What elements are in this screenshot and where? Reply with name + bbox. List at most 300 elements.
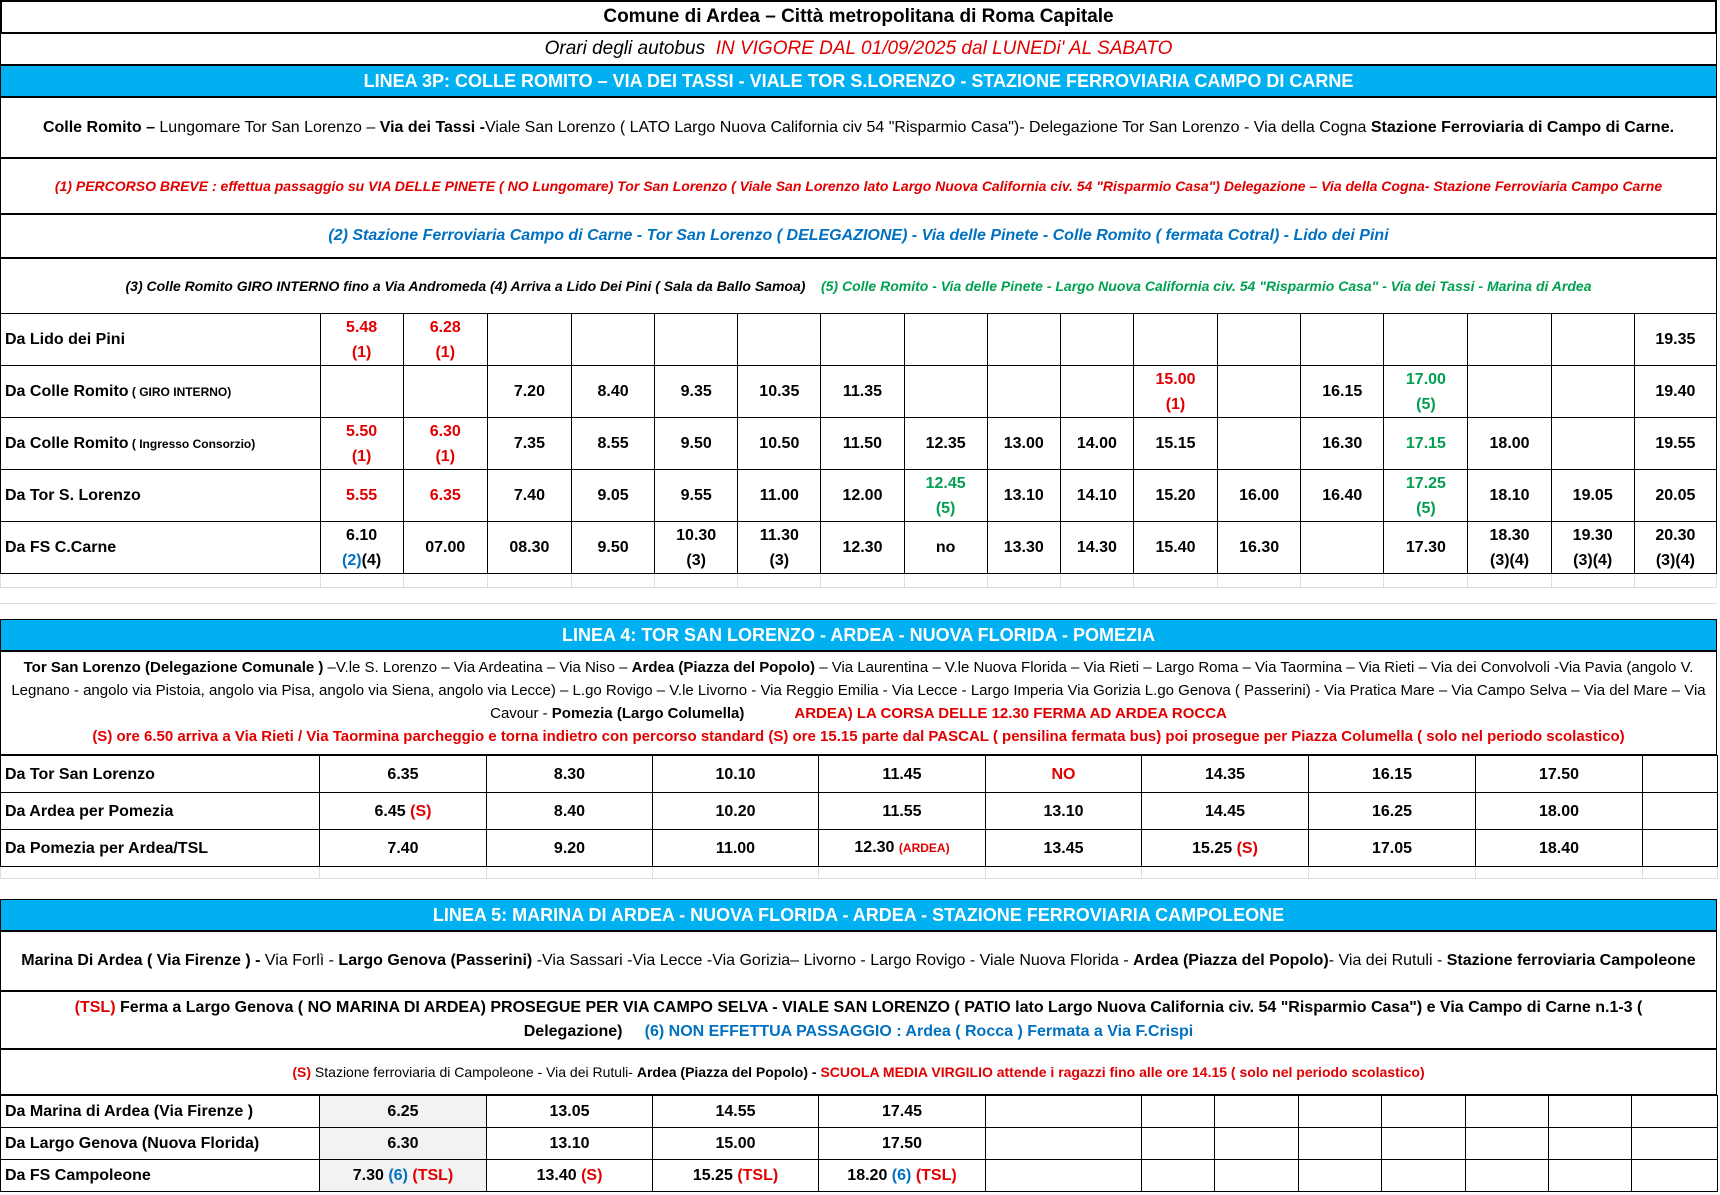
spacer-cell — [987, 574, 1060, 588]
row-label — [1, 418, 321, 470]
linea3p-note-1: (1) PERCORSO BREVE : effettua passaggio su VIA DELLE PINETE ( NO Lungomare) Tor San Lorenzo ( Viale San Lorenzo lato Largo Nuova California civ. 54 "Risparmio Casa") Delegazione – Via della Cogna- Stazione Ferroviaria Campo Carne — [0, 158, 1717, 214]
departure-time: 07.00 — [425, 539, 466, 556]
table-row — [1, 522, 1717, 574]
time-cell — [986, 1160, 1142, 1192]
spacer-cell — [487, 574, 571, 588]
departure-time: 19.55 — [1655, 435, 1696, 452]
spacer-cell — [655, 574, 738, 588]
time-cell — [487, 830, 653, 867]
linea5-tsl-note — [0, 991, 1717, 1049]
departure-time: 20.05 — [1655, 487, 1696, 504]
time-cell — [1133, 314, 1217, 366]
table-row — [1, 756, 1718, 793]
departure-time: 13.40 — [536, 1167, 577, 1184]
departure-time: 18.20 — [847, 1167, 888, 1184]
time-cell — [320, 366, 403, 418]
departure-time: 16.30 — [1239, 539, 1280, 556]
departure-time: 15.25 — [1192, 839, 1233, 857]
spacer-cell — [738, 574, 821, 588]
row-label — [1, 1128, 320, 1160]
departure-time: 6.30 — [429, 422, 461, 440]
time-cell — [1643, 793, 1718, 830]
time-cell — [487, 314, 571, 366]
time-cell — [403, 366, 487, 418]
departure-time: 11.35 — [842, 383, 883, 400]
time-cell — [1133, 470, 1217, 522]
stop-name: Da Ardea per Pomezia — [5, 802, 174, 820]
row-label — [1, 470, 321, 522]
time-cell — [320, 470, 403, 522]
footnote-ref: (3)(4) — [1655, 551, 1695, 569]
time-cell — [1549, 1160, 1632, 1192]
time-cell — [1551, 314, 1634, 366]
time-cell — [571, 470, 654, 522]
time-cell — [1634, 470, 1716, 522]
time-cell — [1466, 1160, 1549, 1192]
table-row — [1, 1096, 1718, 1128]
departure-time: 16.25 — [1371, 802, 1413, 820]
time-cell — [1218, 366, 1301, 418]
time-cell — [1384, 366, 1468, 418]
time-cell — [320, 793, 487, 830]
departure-time: no — [935, 539, 956, 556]
departure-time: 17.25 — [1405, 474, 1446, 492]
time-cell — [571, 314, 654, 366]
time-cell — [904, 470, 987, 522]
footnote-ref: (3) — [769, 551, 790, 569]
departure-time: 15.00 — [715, 1135, 756, 1152]
time-cell — [655, 366, 738, 418]
linea5-title: LINEA 5: MARINA DI ARDEA - NUOVA FLORIDA - ARDEA - STAZIONE FERROVIARIA CAMPOLEONE — [0, 899, 1717, 931]
time-cell — [320, 1128, 487, 1160]
departure-time: 17.30 — [1405, 539, 1446, 556]
departure-time: 14.55 — [715, 1103, 756, 1120]
route-stop: –V.le S. Lorenzo – Via Ardeatina – Via Niso – — [323, 659, 632, 676]
spacer-cell — [1468, 574, 1551, 588]
route-stop: – Via Laurentina – V.le Nuova Florida – Via Rieti – Largo Roma – Via Taormina – Via Rieti – Via dei Convolvoli -Via Pavia (angolo V. Legnano - angolo via Pistoia, angolo via Pisa, angolo via Siena, angolo via Lecce) – L.go Rovigo – V.le Livorno - Via Reggio Emilia - Via Lecce - Largo Imperia Via Gorizia L.go Genova ( Passerini) - Via Pratica Mare – Via Campo Selva – Via del Mare – Via Cavour - — [11, 659, 1706, 722]
departure-time: 12.45 — [925, 474, 966, 492]
footnote-ref: (5) — [1416, 395, 1436, 413]
footnote-ref: (TSL) — [915, 1167, 957, 1184]
time-cell — [653, 1160, 819, 1192]
spacer-cell — [986, 867, 1142, 879]
linea5-route — [0, 931, 1717, 991]
departure-time: 12.00 — [842, 487, 883, 504]
time-cell — [819, 830, 986, 867]
departure-time: 11.55 — [882, 802, 922, 820]
departure-time: 11.00 — [759, 487, 799, 504]
time-cell — [1476, 756, 1643, 793]
stop-name: Da Marina di Ardea (Via Firenze ) — [5, 1103, 254, 1120]
departure-time: 7.40 — [387, 839, 419, 857]
spacer-cell — [320, 574, 403, 588]
departure-time: 8.40 — [553, 802, 586, 820]
time-cell — [1142, 793, 1309, 830]
departure-time: 9.50 — [680, 435, 712, 452]
spacer-cell — [821, 574, 904, 588]
linea3p-route — [0, 97, 1717, 158]
departure-time: 10.50 — [759, 435, 800, 452]
departure-time: 15.00 — [1155, 370, 1196, 388]
time-cell — [1468, 418, 1551, 470]
time-cell — [1299, 1128, 1382, 1160]
time-cell — [986, 1128, 1142, 1160]
departure-time: 12.35 — [925, 435, 966, 452]
footnote-ref: (4) — [361, 551, 382, 569]
footnote-ref: (TSL) — [737, 1167, 779, 1184]
time-cell — [571, 522, 654, 574]
linea4-route-text — [11, 656, 1706, 748]
time-cell — [904, 418, 987, 470]
time-cell — [1632, 1160, 1718, 1192]
departure-time: 18.00 — [1538, 802, 1580, 820]
time-cell — [1301, 470, 1384, 522]
departure-time: 13.10 — [549, 1135, 590, 1152]
table-row — [1, 470, 1717, 522]
spacer-cell — [403, 574, 487, 588]
stop-name: Da Largo Genova (Nuova Florida) — [5, 1135, 260, 1152]
route-stop: Via dei Tassi - — [379, 119, 485, 136]
time-cell — [1299, 1096, 1382, 1128]
departure-time: 9.35 — [680, 383, 712, 400]
departure-time: 15.40 — [1155, 539, 1196, 556]
spacer-cell — [1551, 574, 1634, 588]
time-cell — [1466, 1128, 1549, 1160]
footnote-ref: (1) — [435, 447, 456, 465]
route-stop: - Via dei Rutuli - — [1328, 952, 1447, 969]
time-cell — [738, 314, 821, 366]
time-cell — [1551, 418, 1634, 470]
footnote-ref: (1) — [351, 343, 372, 361]
time-cell — [1634, 314, 1716, 366]
time-cell — [1476, 793, 1643, 830]
time-cell — [1384, 314, 1468, 366]
departure-time: 7.35 — [513, 435, 545, 452]
linea3p-title: LINEA 3P: COLLE ROMITO – VIA DEI TASSI - VIALE TOR S.LORENZO - STAZIONE FERROVIARIA CAMPO DI CARNE — [0, 65, 1717, 97]
time-cell — [320, 418, 403, 470]
s-desc: Ardea (Piazza del Popolo) - — [636, 1064, 821, 1080]
time-cell — [1309, 756, 1476, 793]
departure-time: 13.00 — [1003, 435, 1044, 452]
section-separator — [0, 603, 1717, 620]
time-cell — [1384, 522, 1468, 574]
footnote-ref: (5) — [1416, 499, 1436, 517]
time-cell — [986, 1096, 1142, 1128]
time-cell — [1218, 418, 1301, 470]
time-cell — [1060, 470, 1133, 522]
footnote-ref: (6) — [891, 1167, 912, 1184]
spacer-cell — [819, 867, 986, 879]
spacer-cell — [1142, 867, 1309, 879]
time-cell — [1218, 470, 1301, 522]
time-cell — [821, 314, 904, 366]
time-cell — [986, 756, 1142, 793]
footnote-ref: (5) — [935, 499, 956, 517]
departure-time: 10.30 — [676, 526, 717, 544]
departure-time: 18.30 — [1489, 526, 1530, 544]
footnote-ref: (3)(4) — [1573, 551, 1613, 569]
section-separator — [0, 878, 1717, 895]
departure-time: 9.50 — [597, 539, 629, 556]
time-cell — [1215, 1160, 1299, 1192]
departure-time: 7.20 — [513, 383, 545, 400]
time-cell — [1218, 314, 1301, 366]
row-label — [1, 366, 321, 418]
time-cell — [986, 830, 1142, 867]
time-cell — [403, 522, 487, 574]
time-cell — [1218, 522, 1301, 574]
time-cell — [1549, 1096, 1632, 1128]
linea4-route — [0, 651, 1717, 755]
departure-time: 6.35 — [387, 765, 419, 783]
departure-time: 19.05 — [1572, 487, 1613, 504]
spacer-cell — [1133, 574, 1217, 588]
footnote-ref: (3) — [686, 551, 706, 569]
departure-time: 14.30 — [1076, 539, 1117, 556]
departure-time: 14.45 — [1204, 802, 1246, 820]
departure-time: 18.10 — [1489, 487, 1530, 504]
time-cell — [1133, 366, 1217, 418]
time-cell — [1060, 522, 1133, 574]
s-desc: Stazione ferroviaria di Campoleone - Via dei Rutuli- — [311, 1064, 637, 1080]
time-cell — [904, 522, 987, 574]
spacer-cell — [571, 574, 654, 588]
departure-time: 11.30 — [759, 526, 799, 544]
departure-time: 14.10 — [1076, 487, 1117, 504]
departure-time: 6.25 — [387, 1103, 419, 1120]
time-cell — [1142, 1160, 1215, 1192]
time-cell — [320, 1160, 487, 1192]
footnote-ref: (1) — [351, 447, 372, 465]
linea5-tsl-text — [11, 996, 1706, 1044]
time-cell — [653, 793, 819, 830]
stop-name: Da Tor S. Lorenzo — [5, 487, 141, 504]
time-cell — [1301, 314, 1384, 366]
departure-time: 13.30 — [1003, 539, 1044, 556]
departure-time: 6.45 — [374, 802, 406, 820]
time-cell — [320, 522, 403, 574]
linea3p-route-text — [43, 116, 1674, 139]
time-cell — [1468, 522, 1551, 574]
spacer-cell — [1301, 574, 1384, 588]
time-cell — [487, 793, 653, 830]
spacer-row — [1, 574, 1717, 588]
row-label — [1, 793, 320, 830]
footnote-ref: (S) — [581, 1167, 603, 1184]
time-cell — [487, 522, 571, 574]
route-stop: Pomezia (Largo Columella) — [551, 705, 745, 722]
spacer-cell — [1309, 867, 1476, 879]
time-cell — [1299, 1160, 1382, 1192]
time-cell — [403, 418, 487, 470]
route-stop: Ardea (Piazza del Popolo) — [1133, 952, 1329, 969]
linea5-route-text — [21, 949, 1695, 973]
time-cell — [1551, 470, 1634, 522]
time-cell — [1468, 470, 1551, 522]
departure-time: 5.48 — [346, 318, 378, 336]
table-row — [1, 830, 1718, 867]
time-cell — [819, 1128, 986, 1160]
departure-time: 12.30 — [854, 839, 895, 856]
spacer-cell — [1643, 867, 1718, 879]
footnote-ref: (S) — [1236, 839, 1258, 857]
table-row — [1, 1160, 1718, 1192]
departure-time: 17.45 — [881, 1103, 923, 1120]
time-cell — [1468, 314, 1551, 366]
stop-detail: ( Ingresso Consorzio) — [128, 436, 256, 451]
time-cell — [1466, 1096, 1549, 1128]
page-title: Comune di Ardea – Città metropolitana di Roma Capitale — [0, 0, 1717, 33]
route-stop: Stazione Ferroviaria di Campo di Carne. — [1370, 119, 1675, 136]
time-cell — [487, 756, 653, 793]
departure-time: 11.45 — [882, 765, 922, 783]
time-cell — [653, 756, 819, 793]
spacer-cell — [320, 867, 487, 879]
time-cell — [1382, 1160, 1466, 1192]
route-stop: Largo Genova (Passerini) — [338, 952, 533, 969]
time-cell — [819, 1096, 986, 1128]
departure-time: 8.55 — [597, 435, 629, 452]
time-cell — [403, 314, 487, 366]
time-cell — [1551, 522, 1634, 574]
departure-time: 10.10 — [715, 765, 756, 783]
footnote-ref: (ARDEA) — [898, 841, 950, 855]
linea4-note-s: (S) ore 6.50 arriva a Via Rieti / Via Taormina parcheggio e torna indietro con percorso standard (S) ore 15.15 parte dal PASCAL ( pensilina fermata bus) poi prosegue per Piazza Columella ( solo nel periodo scolastico) — [92, 728, 1625, 745]
time-cell — [320, 756, 487, 793]
time-cell — [1142, 1128, 1215, 1160]
time-cell — [1301, 418, 1384, 470]
departure-time: 14.35 — [1204, 765, 1246, 783]
note-3-4: (3) Colle Romito GIRO INTERNO fino a Via Andromeda (4) Arriva a Lido Dei Pini ( Sala da Ballo Samoa) — [125, 278, 806, 294]
time-cell — [1142, 756, 1309, 793]
time-cell — [738, 418, 821, 470]
time-cell — [1643, 756, 1718, 793]
time-cell — [1634, 366, 1716, 418]
subtitle-lead: Orari degli autobus — [544, 38, 706, 59]
time-cell — [1632, 1096, 1718, 1128]
stop-name: Da FS C.Carne — [5, 539, 117, 556]
time-cell — [320, 830, 487, 867]
time-cell — [320, 314, 403, 366]
linea3p-note-2: (2) Stazione Ferroviaria Campo di Carne - Tor San Lorenzo ( DELEGAZIONE) - Via delle Pinete - Colle Romito ( fermata Cotral) - Lido dei Pini — [0, 214, 1717, 258]
departure-time: 5.50 — [346, 422, 378, 440]
departure-time: 19.30 — [1572, 526, 1613, 544]
route-stop: Marina Di Ardea ( Via Firenze ) - — [21, 952, 265, 969]
tsl-tag: (TSL) — [74, 999, 116, 1016]
time-cell — [1634, 522, 1716, 574]
departure-time: 6.10 — [346, 526, 378, 544]
spacer-row — [1, 867, 1718, 879]
validity-text: IN VIGORE DAL 01/09/2025 dal LUNEDi' AL SABATO — [715, 38, 1173, 59]
departure-time: 10.35 — [759, 383, 800, 400]
stop-name: Da Pomezia per Ardea/TSL — [5, 839, 209, 857]
time-cell — [1476, 830, 1643, 867]
time-cell — [821, 522, 904, 574]
departure-time: 19.35 — [1655, 331, 1696, 348]
footnote-ref: (S) — [410, 802, 432, 820]
time-cell — [653, 1128, 819, 1160]
time-cell — [1384, 470, 1468, 522]
time-cell — [403, 470, 487, 522]
departure-time: 11.00 — [715, 839, 756, 857]
time-cell — [1634, 418, 1716, 470]
departure-time: 18.00 — [1489, 435, 1530, 452]
row-label — [1, 1096, 320, 1128]
linea5-s-note — [0, 1049, 1717, 1095]
time-cell — [1060, 418, 1133, 470]
time-cell — [320, 1096, 487, 1128]
time-cell — [738, 522, 821, 574]
departure-time: 16.15 — [1371, 765, 1413, 783]
linea3p-timetable — [0, 313, 1717, 588]
linea5-s-text — [292, 1064, 1424, 1080]
departure-time: 13.10 — [1043, 802, 1084, 820]
route-stop: Lungomare Tor San Lorenzo – — [159, 119, 380, 136]
row-label — [1, 522, 321, 574]
footnote-ref: (TSL) — [412, 1167, 454, 1184]
route-stop: Ardea (Piazza del Popolo) — [631, 659, 816, 676]
time-cell — [1060, 314, 1133, 366]
departure-time: 9.55 — [680, 487, 712, 504]
time-cell — [1301, 522, 1384, 574]
time-cell — [1382, 1128, 1466, 1160]
tsl-desc: Ferma a Largo Genova ( NO MARINA DI ARDEA) PROSEGUE PER VIA CAMPO SELVA - VIALE SAN LORENZO ( PATIO lato Largo Nuova California civ. 54 "Risparmio Casa") e Via Campo di Carne n.1-3 ( Delegazione) — [115, 999, 1643, 1040]
departure-time: 8.30 — [553, 765, 586, 783]
footnote-ref: (3)(4) — [1490, 551, 1530, 569]
linea4-title: LINEA 4: TOR SAN LORENZO - ARDEA - NUOVA FLORIDA - POMEZIA — [0, 619, 1717, 651]
departure-time: 16.15 — [1322, 383, 1363, 400]
time-cell — [1551, 366, 1634, 418]
departure-time: 19.40 — [1655, 383, 1696, 400]
row-label — [1, 314, 321, 366]
route-note-ardea: ARDEA) LA CORSA DELLE 12.30 FERMA AD ARDEA ROCCA — [794, 705, 1227, 722]
table-row — [1, 793, 1718, 830]
time-cell — [571, 366, 654, 418]
time-cell — [1384, 418, 1468, 470]
departure-time: 9.20 — [553, 839, 586, 857]
departure-time: 17.50 — [881, 1135, 923, 1152]
time-cell — [738, 366, 821, 418]
departure-time: 10.20 — [715, 802, 756, 820]
time-cell — [1215, 1096, 1299, 1128]
departure-time: 18.40 — [1538, 839, 1580, 857]
spacer-cell — [1060, 574, 1133, 588]
time-cell — [987, 470, 1060, 522]
departure-time: 14.00 — [1076, 435, 1117, 452]
departure-time: 7.30 — [352, 1167, 384, 1184]
stop-name: Da Colle Romito — [5, 382, 129, 400]
time-cell — [653, 830, 819, 867]
departure-time: 13.10 — [1003, 487, 1044, 504]
linea3p-note-3-5 — [0, 258, 1717, 314]
time-cell — [986, 793, 1142, 830]
time-cell — [987, 366, 1060, 418]
time-cell — [738, 470, 821, 522]
stop-name: Da Colle Romito — [5, 434, 129, 452]
s-desc: SCUOLA MEDIA VIRGILIO attende i ragazzi fino alle ore 14.15 ( solo nel periodo scolastico) — [820, 1064, 1425, 1080]
linea4-timetable — [0, 755, 1718, 879]
route-stop: Stazione ferroviaria Campoleone — [1446, 952, 1696, 969]
departure-time: 17.15 — [1405, 435, 1446, 452]
time-cell — [1309, 830, 1476, 867]
spacer-cell — [1, 574, 321, 588]
departure-time: 12.30 — [842, 539, 883, 556]
time-cell — [487, 418, 571, 470]
table-row — [1, 366, 1717, 418]
footnote-ref: (2) — [342, 551, 362, 569]
time-cell — [904, 314, 987, 366]
departure-time: 15.20 — [1155, 487, 1196, 504]
